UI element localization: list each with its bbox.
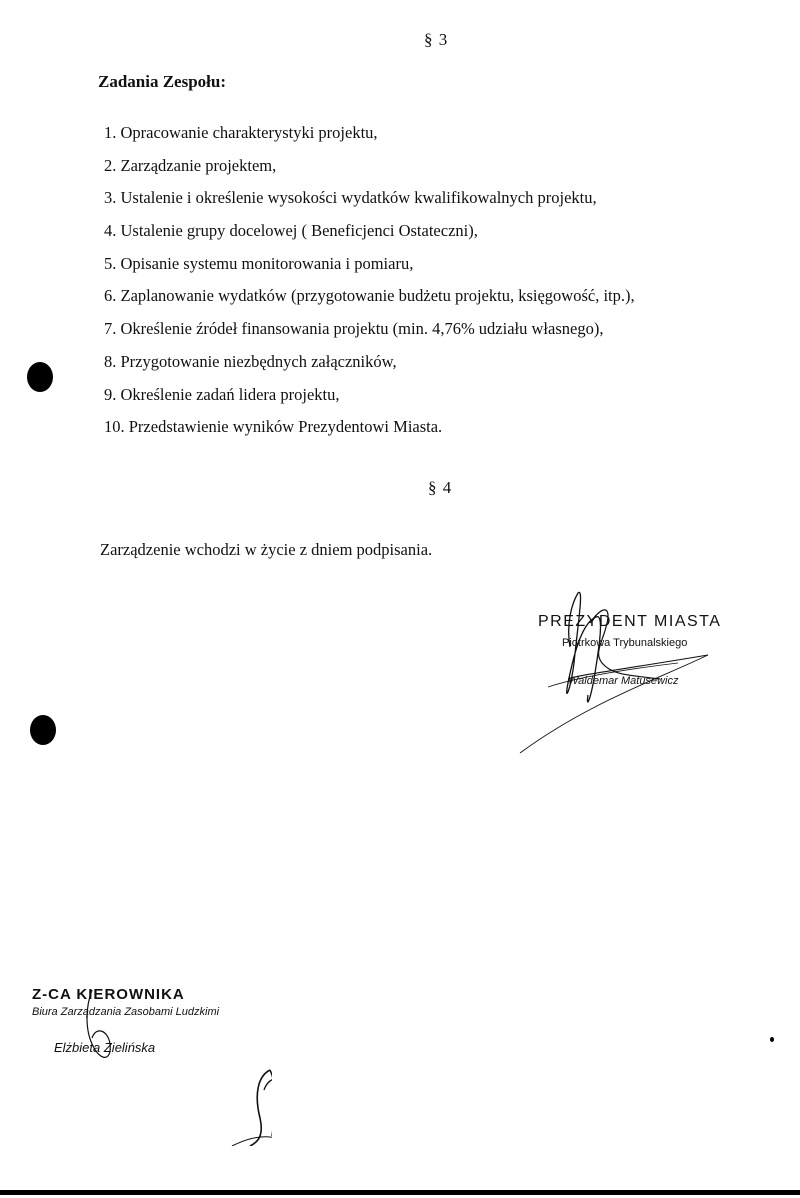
team-tasks-heading: Zadania Zespołu: [98, 72, 227, 91]
punch-hole [27, 362, 53, 392]
task-list [104, 123, 635, 450]
president-signature [508, 583, 748, 763]
deputy-signature [32, 986, 272, 1146]
stamp-office: Biura Zarządzania Zasobami Ludzkimi [32, 1006, 220, 1018]
punch-hole [30, 715, 56, 745]
section-4-heading: § 4 [428, 478, 453, 497]
list-item: 10. Przedstawienie wyników Prezydentowi Miasta. [104, 417, 443, 437]
stamp-title: PREZYDENT MIASTA [538, 613, 722, 630]
list-item: 5. Opisanie systemu monitorowania i pomiaru, [104, 253, 414, 273]
scan-speck [770, 1037, 774, 1042]
list-item: 6. Zaplanowanie wydatków (przygotowanie budżetu projektu, księgowość, itp.), [104, 286, 635, 306]
stamp-title: Z-CA KIEROWNIKA [32, 986, 185, 1003]
section-3-heading: § 3 [424, 30, 449, 49]
stamp-name: Waldemar Matusewicz [568, 675, 679, 687]
list-item: 3. Ustalenie i określenie wysokości wydatków kwalifikowalnych projektu, [104, 188, 597, 208]
list-item: 7. Określenie źródeł finansowania projektu (min. 4,76% udziału własnego), [104, 319, 604, 339]
list-item: 9. Określenie zadań lidera projektu, [104, 384, 340, 404]
closing-statement: Zarządzenie wchodzi w życie z dniem podpisania. [100, 540, 433, 559]
stamp-city: Piotrkowa Trybunalskiego [562, 637, 688, 649]
stamp-name: Elżbieta Zielińska [54, 1040, 156, 1055]
scan-bottom-edge [0, 1190, 800, 1195]
president-stamp [538, 613, 788, 763]
list-item: 4. Ustalenie grupy docelowej ( Beneficjenci Ostateczni), [104, 221, 478, 241]
list-item: 2. Zarządzanie projektem, [104, 155, 277, 175]
list-item: 8. Przygotowanie niezbędnych załączników, [104, 351, 397, 371]
list-item: 1. Opracowanie charakterystyki projektu, [104, 123, 378, 142]
deputy-stamp [32, 986, 272, 1146]
